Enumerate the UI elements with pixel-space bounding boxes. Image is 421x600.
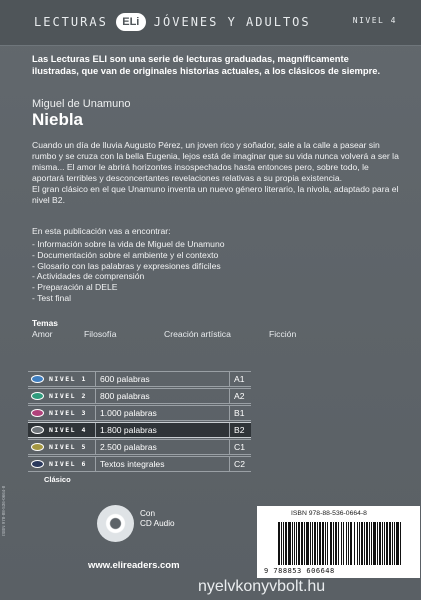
book-author: Miguel de Unamuno xyxy=(32,98,131,110)
level-words: 1.000 palabras xyxy=(100,408,157,418)
level-row-current xyxy=(28,422,251,438)
level-dot-icon xyxy=(31,375,44,383)
barcode-bar xyxy=(379,522,381,565)
levels-table xyxy=(28,371,251,473)
level-code: A1 xyxy=(234,374,245,384)
level-dot-icon xyxy=(31,409,44,417)
tema-item: Filosofía xyxy=(84,329,117,339)
level-name: NIVEL 4 xyxy=(49,426,87,434)
eli-logo: ELi xyxy=(116,13,146,31)
cd-label-line1: Con xyxy=(140,509,156,518)
barcode-bar xyxy=(369,522,370,565)
barcode-bar xyxy=(400,522,401,565)
contents-item: - Información sobre la vida de Miguel de Unamuno xyxy=(32,239,225,249)
level-words: 2.500 palabras xyxy=(100,442,157,452)
level-dot-icon xyxy=(31,426,44,434)
barcode-bar xyxy=(384,522,385,565)
level-row xyxy=(28,371,251,387)
barcode-bar xyxy=(338,522,339,565)
level-words: 1.800 palabras xyxy=(100,425,157,435)
tema-item: Amor xyxy=(32,329,53,339)
barcode-bar xyxy=(298,522,300,565)
barcode-bar xyxy=(330,522,333,565)
barcode-bar xyxy=(392,522,393,565)
barcode-bar xyxy=(335,522,337,565)
series-name xyxy=(34,13,311,31)
clasico-label: Clásico xyxy=(44,475,71,484)
series-right-text: JÓVENES Y ADULTOS xyxy=(153,15,311,29)
barcode-bar xyxy=(278,522,280,565)
level-row xyxy=(28,388,251,404)
series-left-text: LECTURAS xyxy=(34,15,108,29)
level-name: NIVEL 2 xyxy=(49,392,87,400)
level-name: NIVEL 1 xyxy=(49,375,87,383)
barcode-bar xyxy=(357,522,358,565)
barcode-bar xyxy=(346,522,347,565)
temas-label: Temas xyxy=(32,318,58,328)
barcode-bar xyxy=(296,522,297,565)
barcode-bar xyxy=(292,522,293,565)
barcode-bar xyxy=(343,522,345,565)
contents-item: - Test final xyxy=(32,292,72,303)
barcode-bar xyxy=(322,522,324,565)
tema-item: Ficción xyxy=(269,329,297,339)
level-words: Textos integrales xyxy=(100,459,165,469)
barcode-bar xyxy=(310,522,311,565)
contents-item: - Preparación al DELE xyxy=(32,282,118,293)
description-paragraph-1: Cuando un día de lluvia Augusto Pérez, un joven rico y soñador, sale a la calle a pasear sin rumbo y se cruza con la bella Eugenia, lejos está de imaginar que su vida nunca volverá a ser la misma... El amor le abrirá horizontes insospechados hasta entonces pero, sobre todo, le aportará terribles y desconcertantes revelaciones relativas a su propia existencia. xyxy=(32,140,399,183)
barcode-bar xyxy=(294,522,295,565)
barcode-bar xyxy=(304,522,305,565)
barcode-bar xyxy=(306,522,309,565)
barcode-digits: 9 788853 606648 xyxy=(264,567,335,575)
barcode-bar xyxy=(394,522,395,565)
level-dot-icon xyxy=(31,392,44,400)
level-words: 800 palabras xyxy=(100,391,150,401)
watermark: nyelvkonyvbolt.hu xyxy=(198,578,326,595)
barcode-box xyxy=(257,506,420,578)
barcode-bar xyxy=(373,522,376,565)
level-name: NIVEL 3 xyxy=(49,409,87,417)
barcode-bar xyxy=(283,522,284,565)
level-row xyxy=(28,439,251,455)
level-name: NIVEL 5 xyxy=(49,443,87,451)
barcode-bar xyxy=(288,522,291,565)
barcode-bar xyxy=(341,522,342,565)
barcode-bar xyxy=(348,522,349,565)
barcode-bar xyxy=(382,522,383,565)
cd-label xyxy=(140,509,175,529)
level-words: 600 palabras xyxy=(100,374,150,384)
level-name: NIVEL 6 xyxy=(49,460,87,468)
barcode-bar xyxy=(333,522,334,565)
isbn-text: ISBN 978-88-536-0664-8 xyxy=(291,510,367,517)
barcode-bar xyxy=(366,522,368,565)
barcode-bar xyxy=(377,522,378,565)
series-header xyxy=(0,0,421,46)
level-label: NIVEL 4 xyxy=(352,16,397,25)
cd-icon xyxy=(97,505,134,542)
description-paragraph-2: El gran clásico en el que Unamuno inventa un nuevo género literario, la nivola, adaptado para el nivel B2. xyxy=(32,184,399,205)
barcode-bar xyxy=(361,522,363,565)
contents-lead: En esta publicación vas a encontrar: xyxy=(32,226,171,236)
contents-item: - Glosario con las palabras y expresiones difíciles xyxy=(32,260,221,271)
barcode-bar xyxy=(317,522,318,565)
spine-text: ISBN 978-88-536-0664-8 xyxy=(1,485,6,536)
level-code: C1 xyxy=(234,442,245,452)
contents-item: - Documentación sobre el ambiente y el contexto xyxy=(32,249,219,260)
publisher-url: www.elireaders.com xyxy=(88,560,180,571)
level-code: B2 xyxy=(234,425,245,435)
barcode-bar xyxy=(386,522,388,565)
barcode-bar xyxy=(396,522,399,565)
barcode-bar xyxy=(281,522,282,565)
level-dot-icon xyxy=(31,443,44,451)
barcode-bar xyxy=(359,522,360,565)
level-code: B1 xyxy=(234,408,245,418)
barcode-bar xyxy=(389,522,391,565)
barcode-bar xyxy=(350,522,353,565)
barcode-bar xyxy=(325,522,326,565)
cd-label-line2: CD Audio xyxy=(140,519,175,528)
barcode-bar xyxy=(354,522,356,565)
barcode-bar xyxy=(314,522,316,565)
barcode-bar xyxy=(364,522,365,565)
contents-list xyxy=(32,239,225,304)
book-description xyxy=(32,140,402,206)
contents-item: - Actividades de comprensión xyxy=(32,271,145,282)
level-row xyxy=(28,405,251,421)
level-dot-icon xyxy=(31,460,44,468)
series-intro: Las Lecturas ELI son una serie de lecturas graduadas, magníficamente ilustradas, que van de originales historias actuales, a los clásicos de siempre. xyxy=(32,53,381,76)
barcode-bar xyxy=(312,522,313,565)
barcode-bar xyxy=(371,522,372,565)
barcode-bar xyxy=(319,522,321,565)
level-row xyxy=(28,456,251,472)
barcode-icon xyxy=(278,522,408,565)
barcode-bar xyxy=(301,522,303,565)
book-title: Niebla xyxy=(32,110,84,129)
barcode-bar xyxy=(285,522,287,565)
tema-item: Creación artística xyxy=(164,329,231,339)
level-code: A2 xyxy=(234,391,245,401)
level-code: C2 xyxy=(234,459,245,469)
barcode-bar xyxy=(327,522,328,565)
